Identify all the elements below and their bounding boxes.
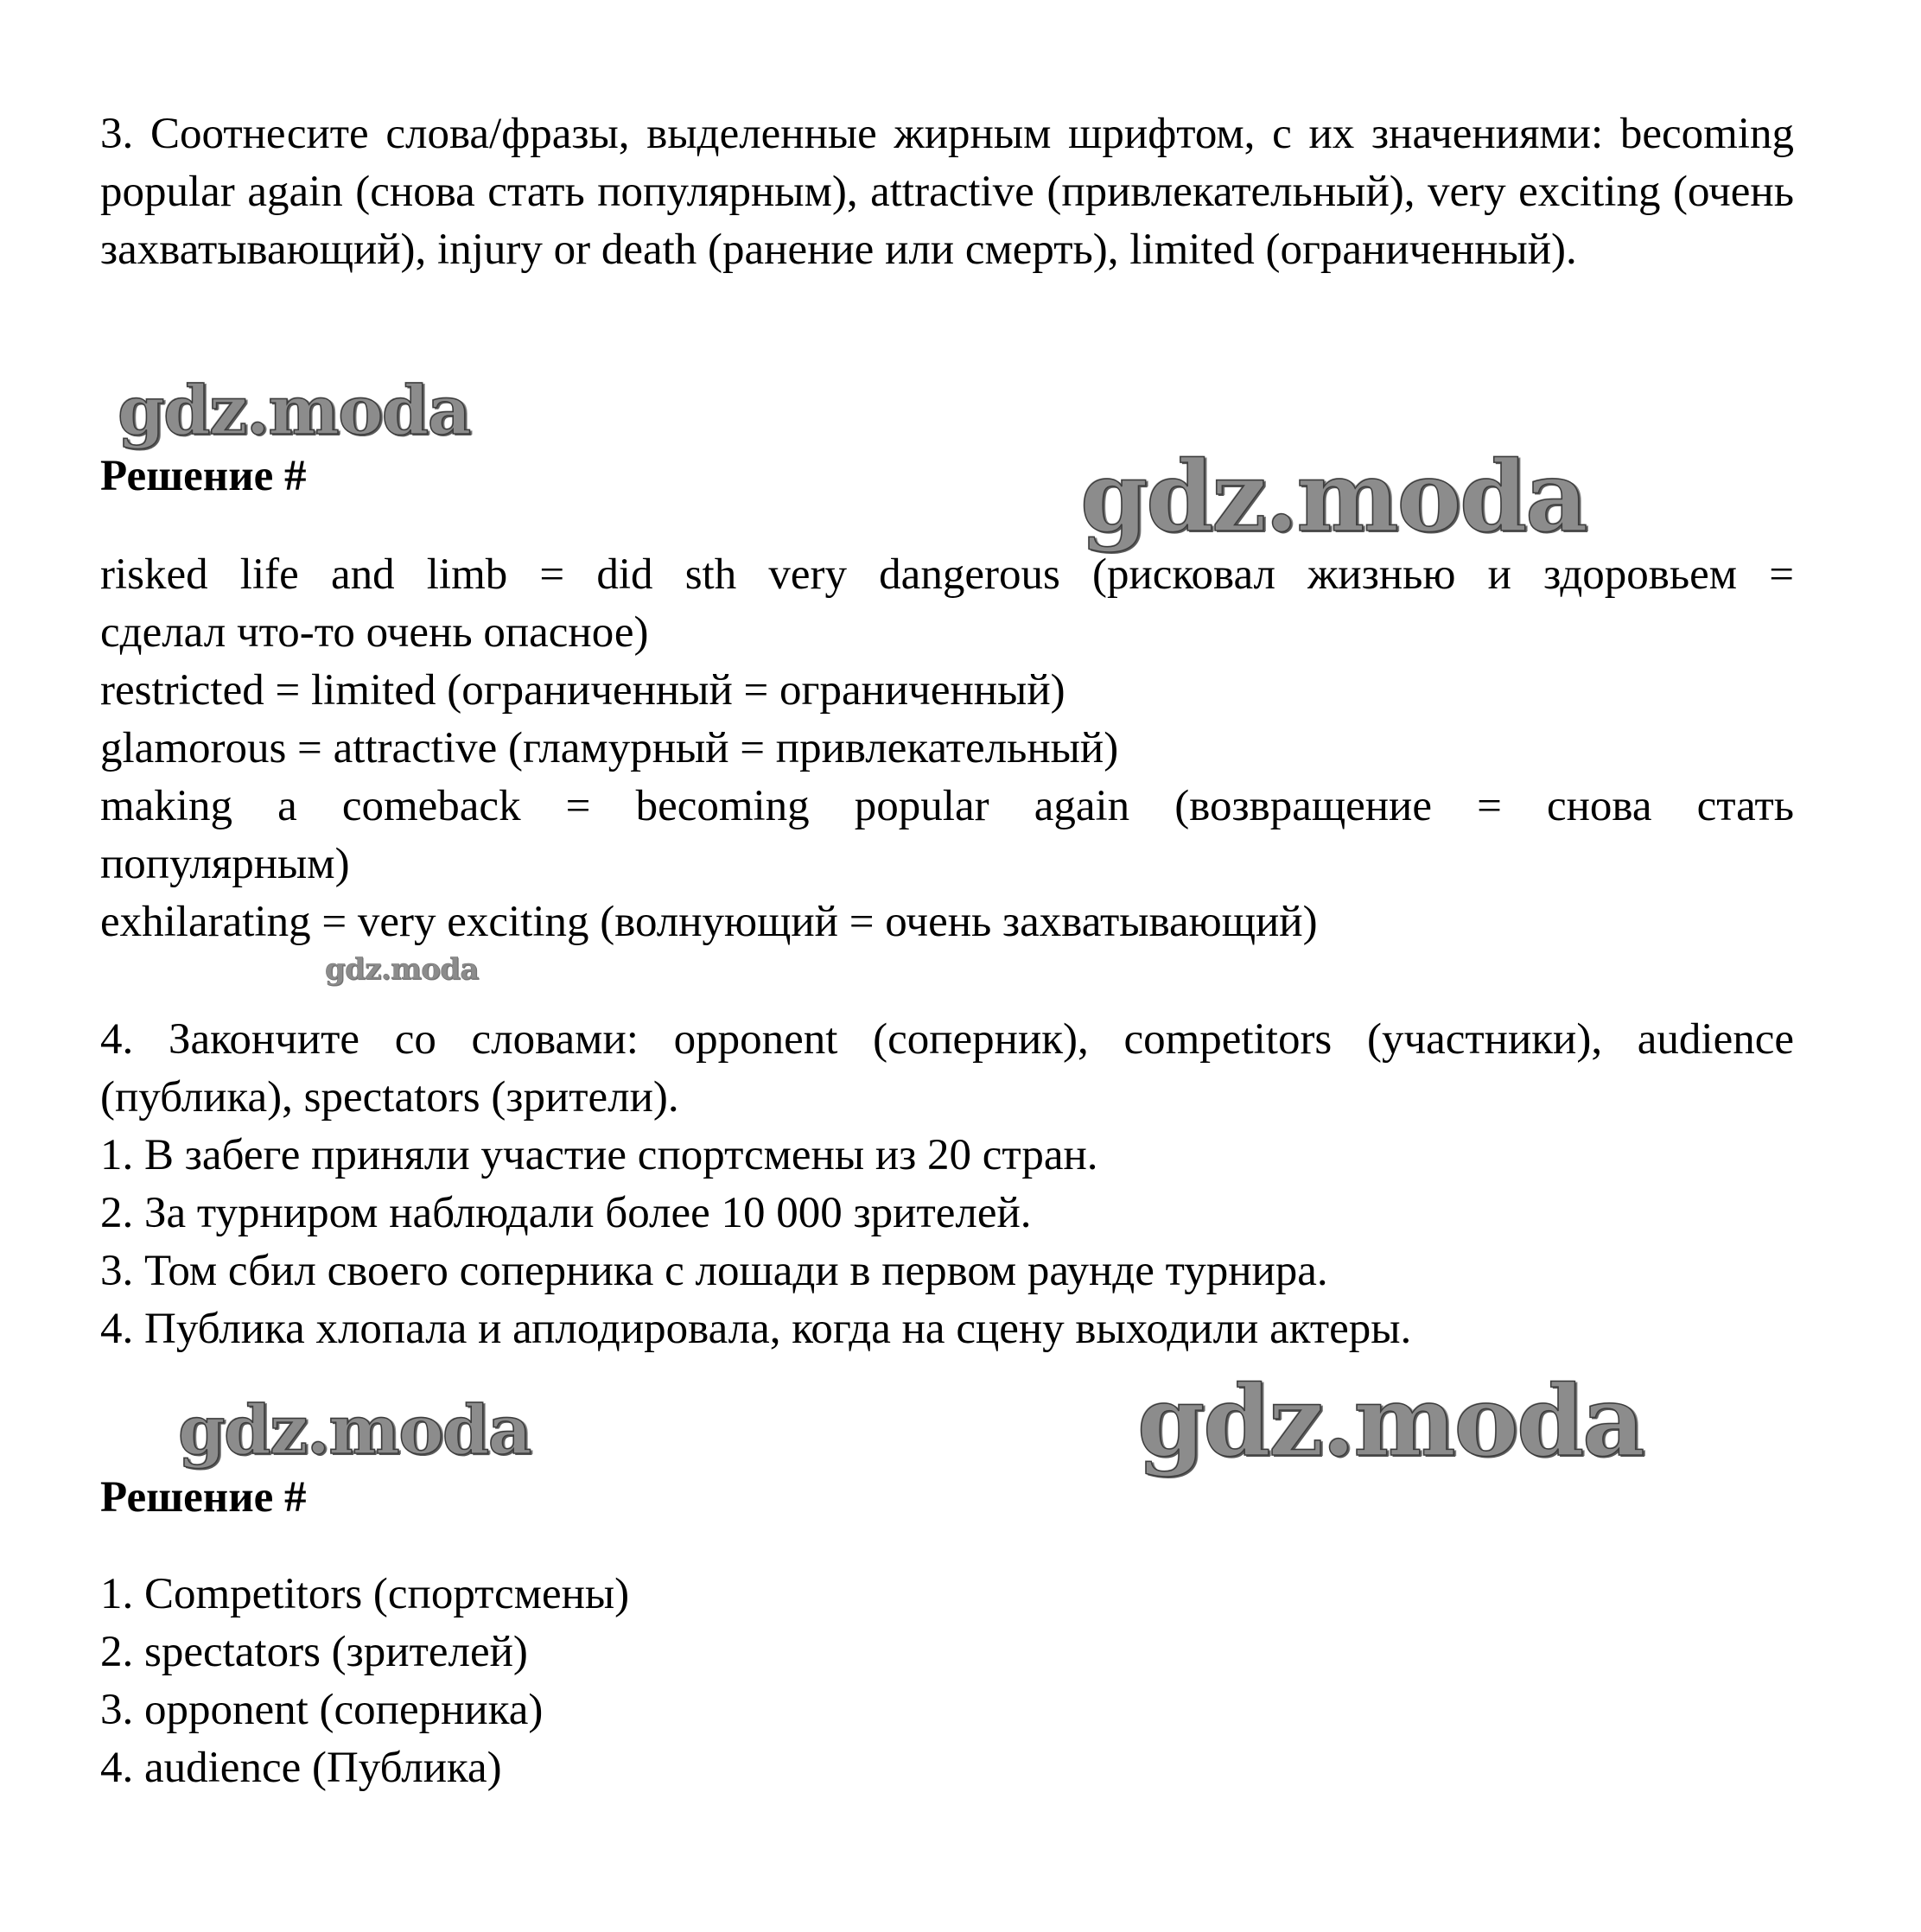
task3-solution-heading: Решение # — [100, 452, 307, 500]
task4-sentence-4: 4. Публика хлопала и аплодировала, когда на сцену выходили актеры. — [100, 1305, 1412, 1353]
task4-sentence-3: 3. Том сбил своего соперника с лошади в первом раунде турнира. — [100, 1247, 1328, 1295]
task3-instructions: 3. Соотнесите слова/фразы, выделенные жирным шрифтом, с их значениями: becoming popular again (снова стать популярным), attractive (привлекательный), very exciting (очень захватывающий), injury or death (ранение или смерть), limited (ограниченный). — [100, 110, 1794, 274]
task3-answer-4-line2: популярным) — [100, 840, 350, 888]
task4-answer-4: 4. audience (Публика) — [100, 1744, 502, 1792]
watermark-logo: gdz.moda — [1080, 441, 1587, 554]
watermark-logo: gdz.moda — [325, 952, 479, 987]
task4-instructions: 4. Закончите со словами: opponent (соперник), competitors (участники), audience (публика), spectators (зрители). — [100, 1015, 1794, 1122]
watermark-logo: gdz.moda — [178, 1391, 531, 1470]
task4-answer-3: 3. opponent (соперника) — [100, 1686, 544, 1734]
watermark-logo: gdz.moda — [118, 372, 470, 450]
watermark-logo: gdz.moda — [1137, 1365, 1644, 1478]
task4-sentence-1: 1. В забеге приняли участие спортсмены из 20 стран. — [100, 1131, 1098, 1179]
task3-answer-1-line2: сделал что-то очень опасное) — [100, 608, 649, 657]
task4-solution-heading: Решение # — [100, 1473, 307, 1522]
task3-answer-1-line1: risked life and limb = did sth very dangerous (рисковал жизнью и здоровьем = — [100, 550, 1794, 599]
task4-answer-2: 2. spectators (зрителей) — [100, 1628, 528, 1676]
task3-answer-2: restricted = limited (ограниченный = ограниченный) — [100, 666, 1065, 715]
task4-sentence-2: 2. За турниром наблюдали более 10 000 зрителей. — [100, 1189, 1032, 1237]
task3-answer-4-line1: making a comeback = becoming popular again (возвращение = снова стать — [100, 782, 1794, 830]
task3-answer-5: exhilarating = very exciting (волнующий = очень захватывающий) — [100, 898, 1318, 946]
task3-answer-3: glamorous = attractive (гламурный = привлекательный) — [100, 724, 1119, 772]
task4-answer-1: 1. Competitors (спортсмены) — [100, 1570, 630, 1618]
